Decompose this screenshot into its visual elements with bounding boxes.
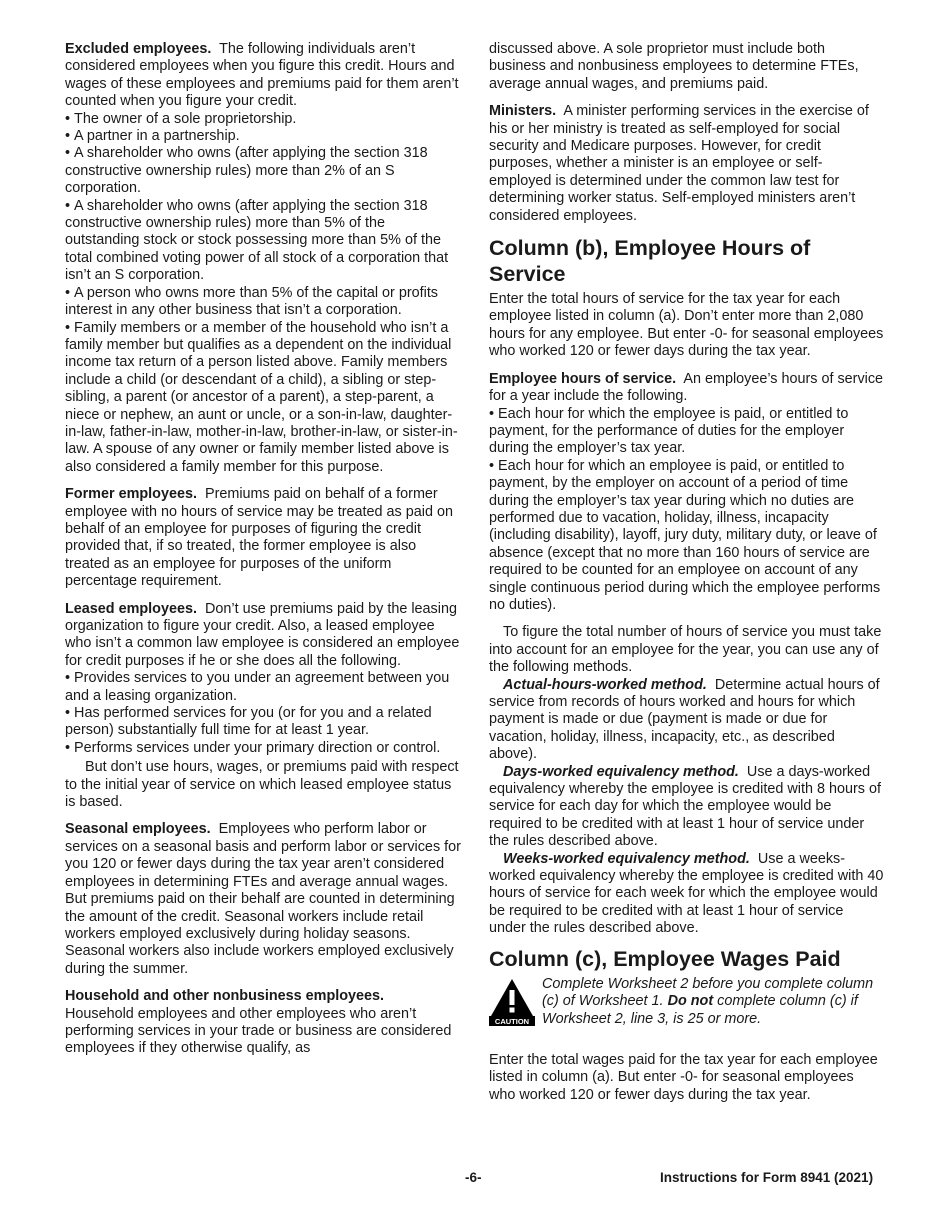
list-item: • Each hour for which an employee is paid, or entitled to payment, by the employer on account of a period of time during the employer’s tax year during which no duties are performed due to vacation, holiday, illness, incapacity (including disability), layoff, jury duty, military duty, or leave of absence (except that no more than 160 hours of service are required to be counted for an employee on account of any single continuous period during which the employee performs no duties). [489, 458, 884, 615]
right-column [489, 41, 884, 1114]
caution-icon [489, 978, 535, 1026]
method-text: Use a weeks-worked equivalency whereby the employee is credited with 40 hours of service for each week for which the employee would be required to be credited with at least 1 hour of service under the rules described above. [489, 850, 884, 937]
list-item: • Each hour for which the employee is paid, or entitled to payment, for the performance of duties for the employer during the employer’s tax year. [489, 406, 884, 458]
list-item: • Family members or a member of the household who isn’t a family member but qualifies as a dependent on the individual income tax return of a person listed above. Family members include a child (or descendant of a child), a sibling or step-sibling, a parent (or ancestor of a parent), a step-parent, a niece or nephew, an aunt or uncle, or a son-in-law, daughter-in-law, father-in-law, mother-in-law, brother-in-law, or sister-in-law. A spouse of any owner or family member listed above is also considered a family member for this purpose. [65, 320, 463, 477]
method-name: Days-worked equivalency method. [503, 763, 739, 780]
excluded-employees-heading: Excluded employees. [65, 41, 212, 57]
method-name: Actual-hours-worked method. [503, 676, 707, 693]
excluded-employees-text: The following individuals aren’t considered employees when you figure this credit. Hours and wages of these employees and premiums paid for them aren’t counted when you figure your credit. [65, 41, 459, 110]
seasonal-employees-section [65, 821, 463, 978]
method-weeks-worked [489, 851, 884, 938]
hours-of-service-heading: Employee hours of service. [489, 370, 677, 387]
seasonal-employees-text: Employees who perform labor or services on a seasonal basis and perform labor or services for you 120 or fewer days during the tax year aren’t considered employees in determining FTEs and average annual wages. But premiums paid on their behalf are counted in determining the amount of the credit. Seasonal workers include retail workers employed exclusively during holiday seasons. Seasonal workers also include workers employed exclusively during the summer. [65, 821, 461, 977]
leased-employees-text: Don’t use premiums paid by the leasing organization to figure your credit. Also, a leased employee who isn’t a common law employee is considered an employee for credit purposes if he or she does all the following. [65, 600, 460, 669]
ministers-text: A minister performing services in the exercise of his or her ministry is treated as self-employed for social security and Medicare purposes. However, for credit purposes, whether a minister is an employee or self-employed is determined under the common law test for determining worker status. Self-employed ministers aren’t considered employees. [489, 103, 869, 224]
continued-text: discussed above. A sole proprietor must include both business and nonbusiness employees to determine FTEs, average annual wages, and premiums paid. [489, 41, 859, 92]
column-c-text: Enter the total wages paid for the tax year for each employee listed in column (a). But enter -0- for seasonal employees who worked 120 or fewer days during the tax year. [489, 1051, 878, 1103]
list-item: • The owner of a sole proprietorship. [65, 111, 463, 128]
method-actual-hours [489, 677, 884, 764]
method-text: Use a days-worked equivalency whereby the employee is credited with 8 hours of service for each day for which the employee would be required to be credited with at least 1 hour of service under the rules described above. [489, 763, 881, 850]
former-employees-text: Premiums paid on behalf of a former employee with no hours of service may be treated as paid on behalf of an employee for purposes of figuring the credit provided that, if so treated, the former employee is also treated as an employee for purposes of the uniform percentage requirement. [65, 486, 453, 590]
method-name: Weeks-worked equivalency method. [503, 850, 750, 867]
former-employees-section [65, 486, 463, 590]
page-number: -6- [465, 1170, 482, 1185]
caution-box [489, 976, 884, 1028]
seasonal-employees-heading: Seasonal employees. [65, 821, 211, 838]
list-item: • A shareholder who owns (after applying the section 318 constructive ownership rules) more than 5% of the outstanding stock or stock possessing more than 5% of the total combined voting power of all stock of a corporation that isn’t an S corporation. [65, 198, 463, 285]
excluded-employees-section [65, 41, 463, 476]
ministers-section [489, 103, 884, 225]
list-item: • Provides services to you under an agreement between you and a leasing organization. [65, 670, 463, 705]
method-text: Determine actual hours of service from records of hours worked and hours for which payment is made or due (payment is made or due for vacation, holiday, illness, incapacity, etc., as described above). [489, 676, 880, 763]
ministers-heading: Ministers. [489, 103, 557, 120]
caution-label: CAUTION [494, 1016, 530, 1026]
column-b-heading: Column (b), Employee Hours of Service [489, 236, 811, 287]
household-employees-section [65, 988, 463, 1058]
list-item: • A partner in a partnership. [65, 128, 463, 145]
caution-emphasis: Do not [667, 993, 714, 1010]
caution-text: Complete Worksheet 2 before you complete column (c) of Worksheet 1. Do not complete column (c) if Worksheet 2, line 3, is 25 or more. [542, 975, 874, 1027]
household-employees-text: Household employees and other employees who aren’t performing services in your trade or business are considered employees if they otherwise qualify, as [65, 1005, 452, 1057]
methods-intro: To figure the total number of hours of service you must take into account for an employee for the year, you can use any of the following methods. [489, 624, 882, 676]
hours-of-service-text: An employee’s hours of service for a year include the following. [489, 370, 884, 405]
left-column [65, 41, 463, 1068]
leased-employees-section [65, 601, 463, 812]
household-employees-heading: Household and other nonbusiness employees. [65, 988, 385, 1005]
column-b-intro: Enter the total hours of service for the tax year for each employee listed in column (a). Don’t enter more than 2,080 hours for any employee. But enter -0- for seasonal employees who worked 120 or fewer days during the tax year. [489, 291, 884, 360]
leased-employees-followup: But don’t use hours, wages, or premiums paid with respect to the initial year of service on which leased employee status is based. [65, 759, 459, 811]
list-item: • Has performed services for you (or for you and a related person) substantially full time for at least 1 year. [65, 705, 463, 740]
list-item: • Performs services under your primary direction or control. [65, 740, 463, 757]
method-days-worked [489, 764, 884, 851]
list-item: • A shareholder who owns (after applying the section 318 constructive ownership rules) more than 2% of an S corporation. [65, 145, 463, 197]
column-c-heading: Column (c), Employee Wages Paid [489, 946, 841, 971]
form-reference: Instructions for Form 8941 (2021) [660, 1170, 874, 1185]
leased-employees-heading: Leased employees. [65, 600, 197, 617]
list-item: • A person who owns more than 5% of the capital or profits interest in any other business that isn’t a corporation. [65, 285, 463, 320]
former-employees-heading: Former employees. [65, 486, 197, 503]
